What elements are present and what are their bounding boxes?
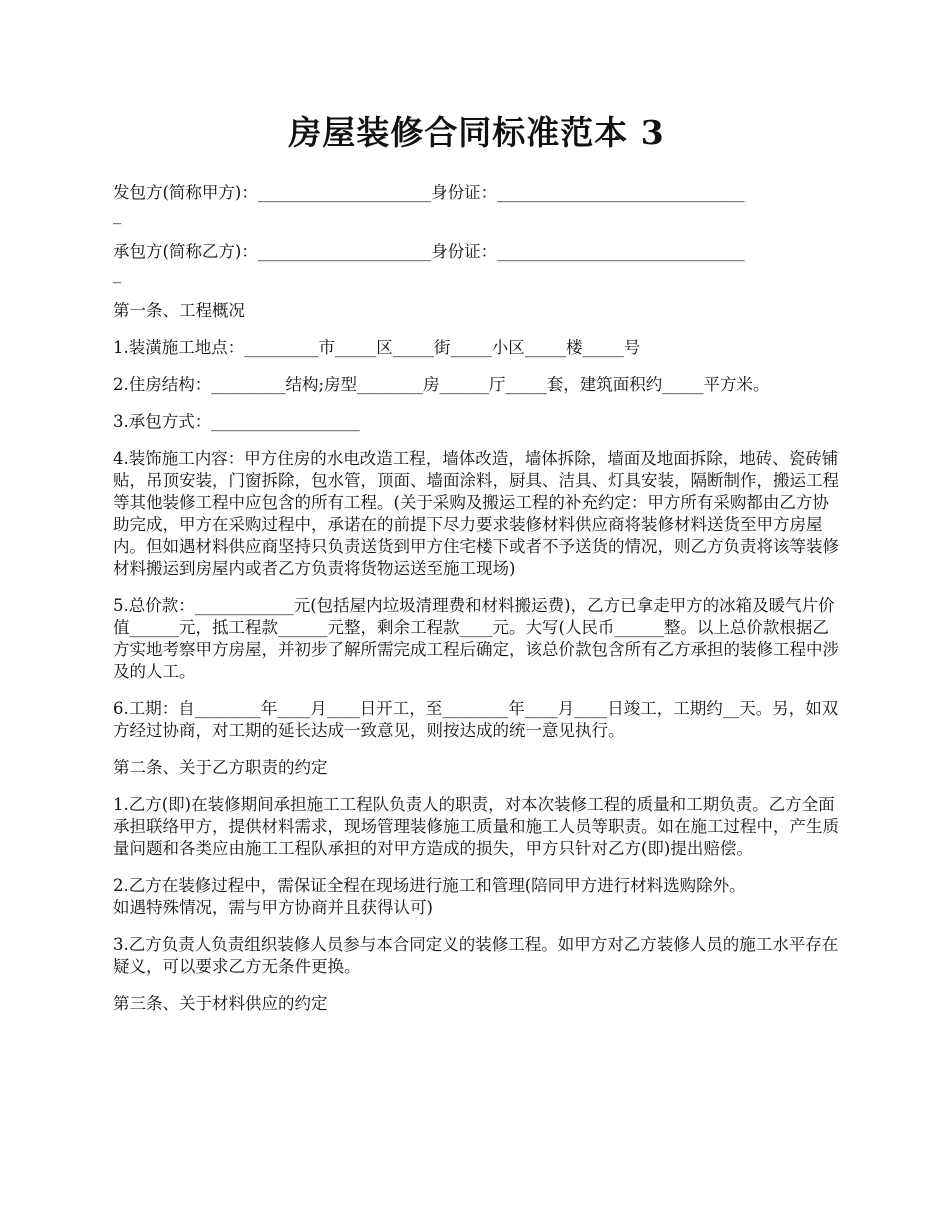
section-2-item-1: 1.乙方(即)在装修期间承担施工工程队负责人的职责，对本次装修工程的质量和工期负责。乙方全面承担联络甲方，提供材料需求，现场管理装修施工质量和施工人员等职责。如在施工过程中，产生质量问题和各类应由施工工程队承担的对甲方造成的损失，甲方只针对乙方(即)提出赔偿。 <box>113 795 839 858</box>
party-a-line: 发包方(简称甲方)：_____________________身份证：______________________________ _ <box>113 183 745 224</box>
party-b-line: 承包方(简称乙方)：_____________________身份证：______________________________ _ <box>113 242 745 283</box>
section-2-item-2: 2.乙方在装修过程中，需保证全程在现场进行施工和管理(陪同甲方进行材料选购除外。 如遇特殊情况，需与甲方协商并且获得认可) <box>113 876 746 917</box>
section-2-heading: 第二条、关于乙方职责的约定 <box>113 758 328 777</box>
section-1-item-1: 1.装潢施工地点：_________市_____区_____街_____小区_____楼_____号 <box>113 338 641 357</box>
document-title: 房屋装修合同标准范本 3 <box>288 113 665 152</box>
section-1-heading: 第一条、工程概况 <box>113 301 245 320</box>
section-1-item-5: 5.总价款：____________元(包括屋内垃圾清理费和材料搬运费)，乙方已拿走甲方的冰箱及暖气片价值______元，抵工程款______元整，剩余工程款____元。大写(人民币______整。以上总价款根据乙方实地考察甲方房屋，并初步了解所需完成工程后确定，该总价款包含所有乙方承担的装修工程中涉及的人工。 <box>113 596 839 681</box>
section-1-item-4: 4.装饰施工内容：甲方住房的水电改造工程，墙体改造，墙体拆除，墙面及地面拆除，地砖、瓷砖铺贴，吊顶安装，门窗拆除，包水管，顶面、墙面涂料，厨具、洁具、灯具安装，隔断制作，搬运工程等其他装修工程中应包含的所有工程。(关于采购及搬运工程的补充约定：甲方所有采购都由乙方协助完成，甲方在采购过程中，承诺在的前提下尽力要求装修材料供应商将装修材料送货至甲方房屋内。但如遇材料供应商坚持只负责送货到甲方住宅楼下或者不予送货的情况，则乙方负责将该等装修材料搬运到房屋内或者乙方负责将货物运送至施工现场) <box>113 449 839 578</box>
section-1-item-3: 3.承包方式：__________________ <box>113 412 360 431</box>
section-3-heading: 第三条、关于材料供应的约定 <box>113 994 328 1013</box>
section-1-item-2: 2.住房结构：_________结构;房型________房______厅_____套，建筑面积约_____平方米。 <box>113 375 770 394</box>
section-2-item-3: 3.乙方负责人负责组织装修人员参与本合同定义的装修工程。如甲方对乙方装修人员的施工水平存在疑义，可以要求乙方无条件更换。 <box>113 935 839 976</box>
section-1-item-6: 6.工期：自________年____月____日开工，至________年____月____日竣工，工期约__天。另，如双方经过协商，对工期的延长达成一致意见，则按达成的统一意见执行。 <box>113 699 839 740</box>
